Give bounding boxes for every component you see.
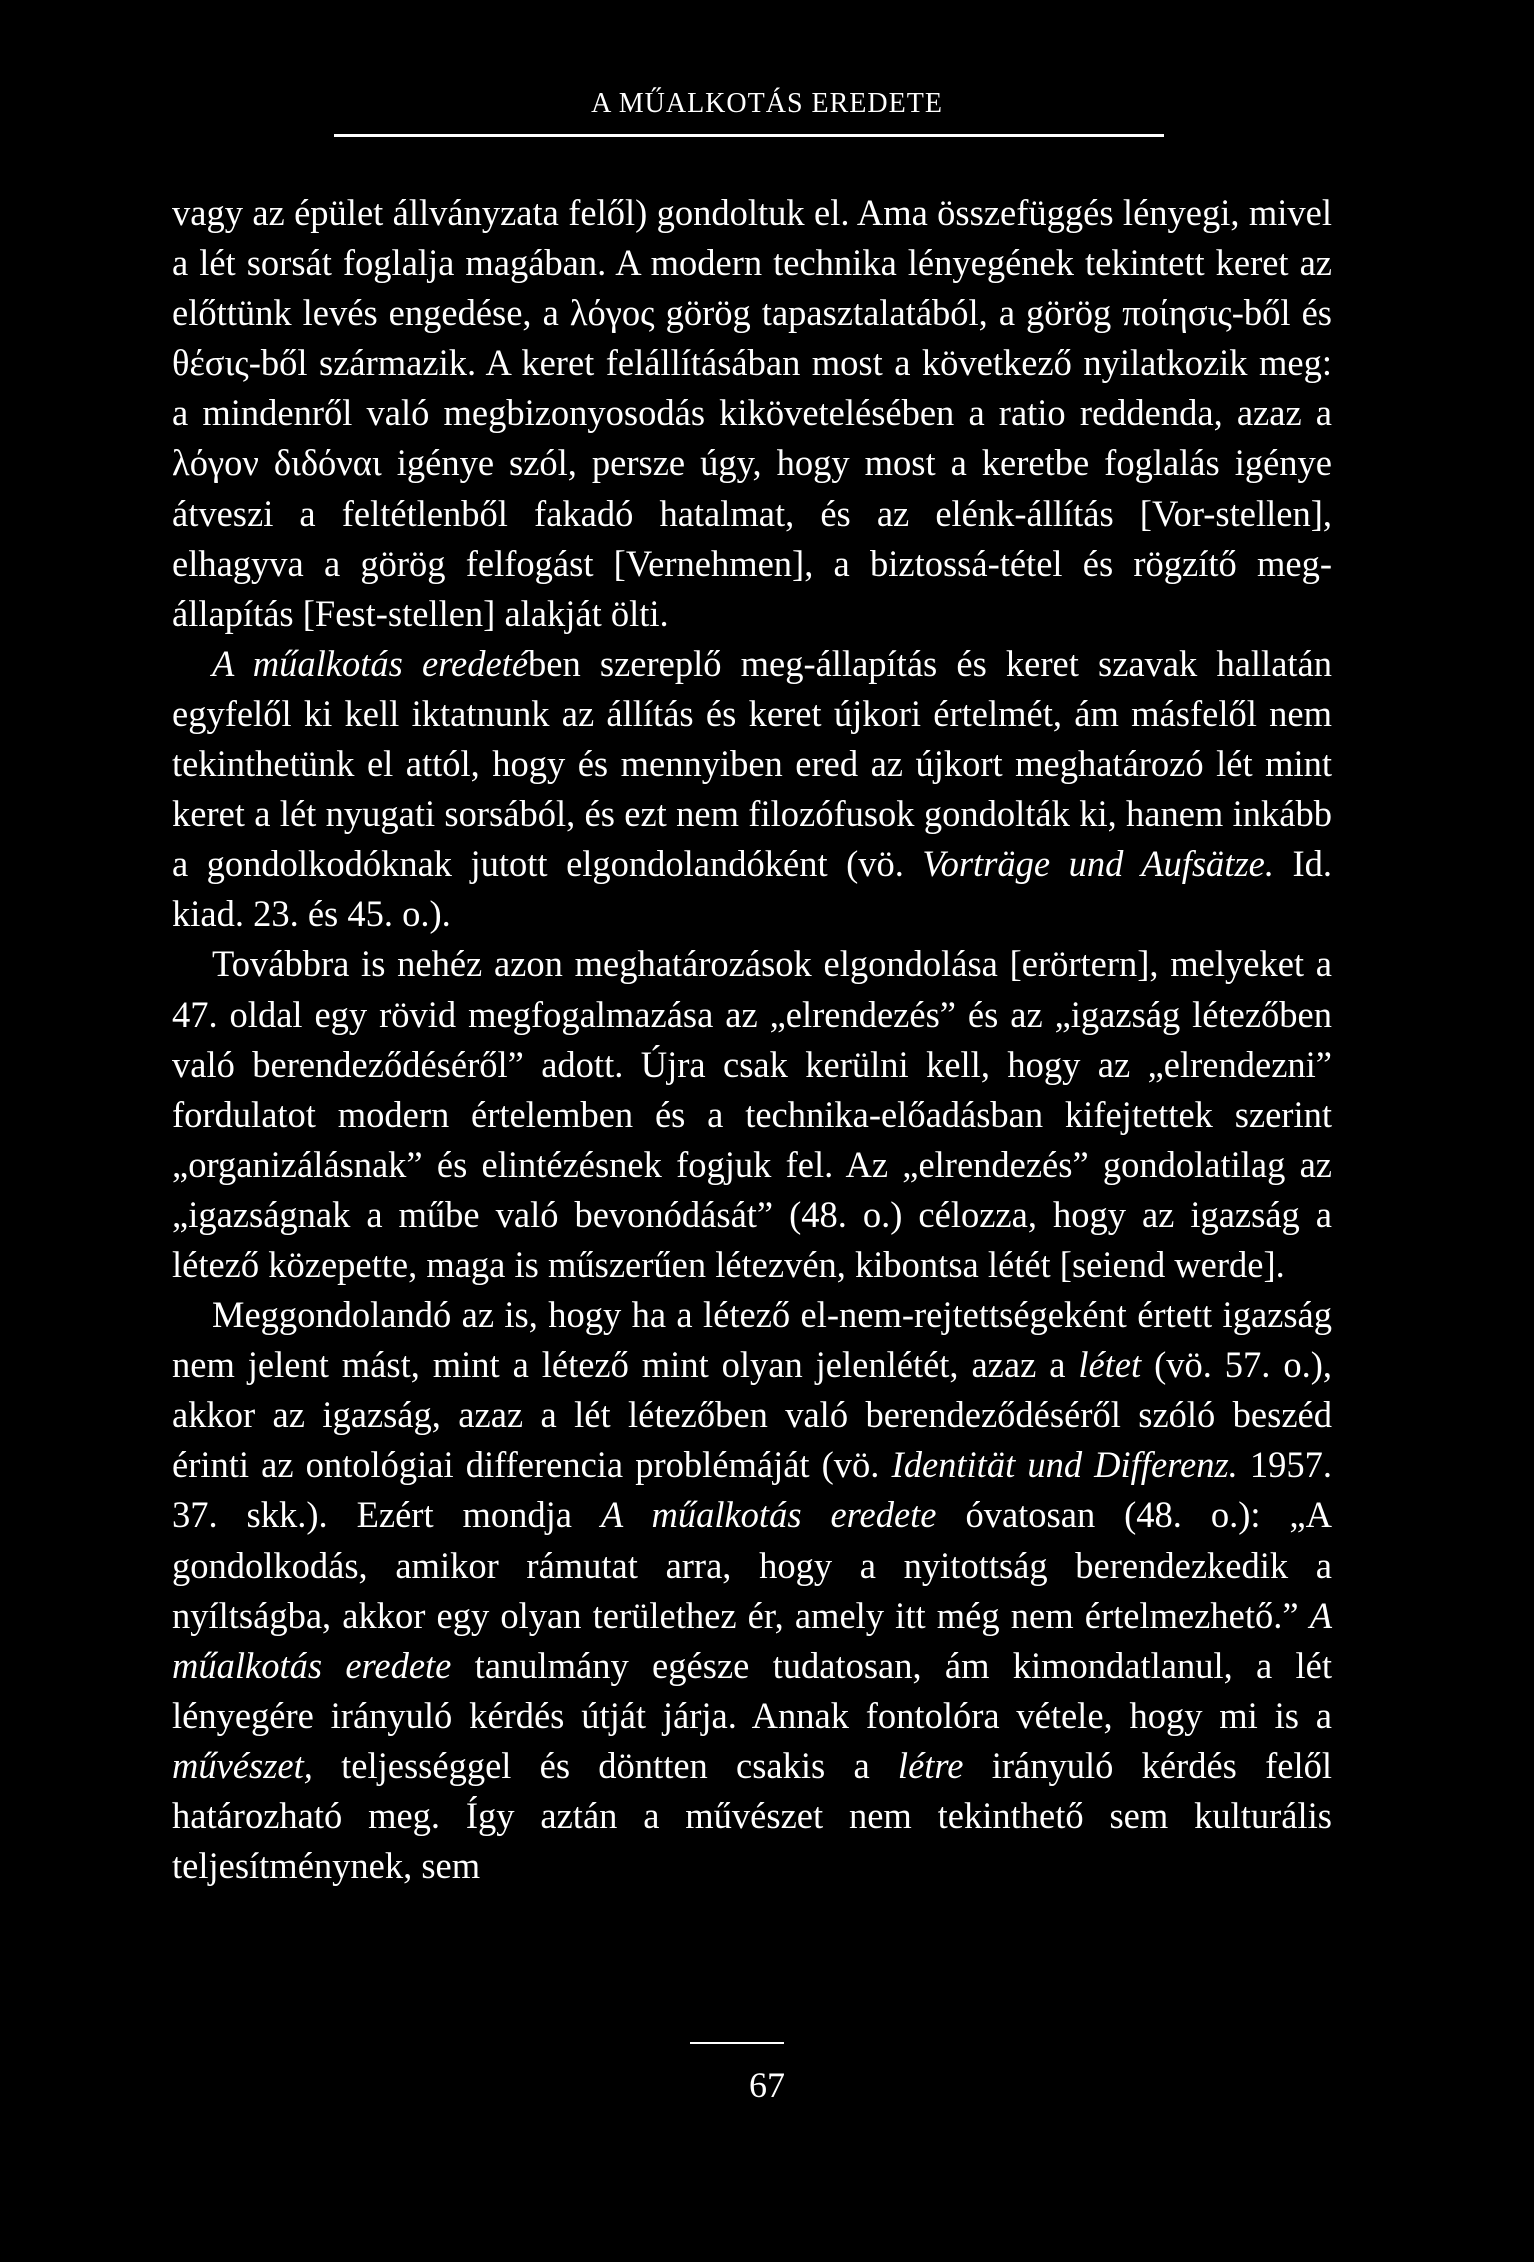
- italic-text: A műalkotás eredete: [172, 1594, 1332, 1686]
- running-head: A MŰALKOTÁS EREDETE: [591, 88, 943, 119]
- text-run: Meggondolandó az is, hogy ha a létező el-nem-rejtettségeként értett igazság nem jelent mást, mint a létező mint olyan jelenlétét, azaz a: [172, 1294, 1332, 1386]
- page-number: 67: [749, 2065, 785, 2105]
- header-rule: [334, 134, 1164, 137]
- italic-text: létet: [1078, 1344, 1142, 1386]
- italic-text: művészet,: [172, 1744, 313, 1786]
- text-run: irányuló kérdés felől határozható meg. Így aztán a művészet nem tekinthető sem kulturális teljesítménynek, sem: [172, 1744, 1332, 1887]
- paragraph: [172, 939, 1332, 1290]
- text-run: Továbbra is nehéz azon meghatározások elgondolása [erörtern], melyeket a 47. oldal egy rövid megfogalmazása az „elrendezés” és az „igazság létezőben való berendeződéséről” adott. Újra csak kerülni kell, hogy az „elrendezni” fordulatot modern értelemben és a technika-előadásban kifejtettek szerint „organizálásnak” és elintézésnek fogjuk fel. Az „elrendezés” gondolatilag az „igazságnak a műbe való bevonódását” (48. o.) célozza, hogy az igazság a létező közepette, maga is műszerűen létezvén, kibontsa létét [seiend werde].: [172, 943, 1332, 1285]
- text-run: óvatosan (48. o.): „A gondolkodás, amikor rámutat arra, hogy a nyitottság berendezkedik a nyíltságba, akkor egy olyan területhez ér, amely itt még nem értelmezhető.”: [172, 1494, 1332, 1636]
- text-run: teljességgel és döntten csakis a: [312, 1744, 898, 1786]
- italic-text: létre: [897, 1744, 964, 1786]
- paragraph: [172, 1290, 1332, 1891]
- body-text: [172, 188, 1332, 1891]
- italic-text: A műalkotás eredete: [600, 1494, 937, 1536]
- text-run: ben szereplő meg-állapítás és keret szavak hallatán egyfelől ki kell iktatnunk az állítás és keret újkori értelmét, ám másfelől nem tekinthetünk el attól, hogy és mennyiben ered az újkort meghatározó lét mint keret a lét nyugati sorsából, és ezt nem filozófusok gondolták ki, hanem inkább a gondolkodóknak jutott elgondolandóként (vö.: [172, 642, 1332, 885]
- text-run: 1957. 37. skk.). Ezért mondja: [172, 1444, 1333, 1536]
- text-run: Id. kiad. 23. és 45. o.).: [172, 843, 1332, 935]
- paragraph: [172, 639, 1332, 940]
- italic-text: Vorträge und Aufsätze.: [922, 843, 1274, 885]
- text-run: vagy az épület állványzata felől) gondoltuk el. Ama összefüggés lényegi, mivel a lét sorsát foglalja magában. A modern technika lényegének tekintett keret az előttünk levés engedése, a λόγος görög tapasztalatából, a görög ποίησις-ből és θέσις-ből származik. A keret felállításában most a következő nyilatkozik meg: a mindenről való megbizonyosodás kikövetelésében a ratio reddenda, azaz a λόγον διδόναι igénye szól, persze úgy, hogy most a keretbe foglalás igénye átveszi a feltétlenből fakadó hatalmat, és az elénk-állítás [Vor-stellen], elhagyva a görög felfogást [Vernehmen], a biztossá-tétel és rögzítő meg-állapítás [Fest-stellen] alakját ölti.: [172, 192, 1332, 634]
- italic-text: Identität und Differenz.: [891, 1444, 1238, 1486]
- italic-text: A műalkotás eredeté: [212, 642, 529, 684]
- text-run: (vö. 57. o.), akkor az igazság, azaz a lét létezőben való berendeződéséről szóló beszéd érinti az ontológiai differencia problémáját (vö.: [172, 1344, 1332, 1486]
- footer-rule: [690, 2042, 784, 2044]
- paragraph: [172, 188, 1332, 639]
- text-run: tanulmány egésze tudatosan, ám kimondatlanul, a lét lényegére irányuló kérdés útját járja. Annak fontolóra vétele, hogy mi is a: [172, 1644, 1332, 1736]
